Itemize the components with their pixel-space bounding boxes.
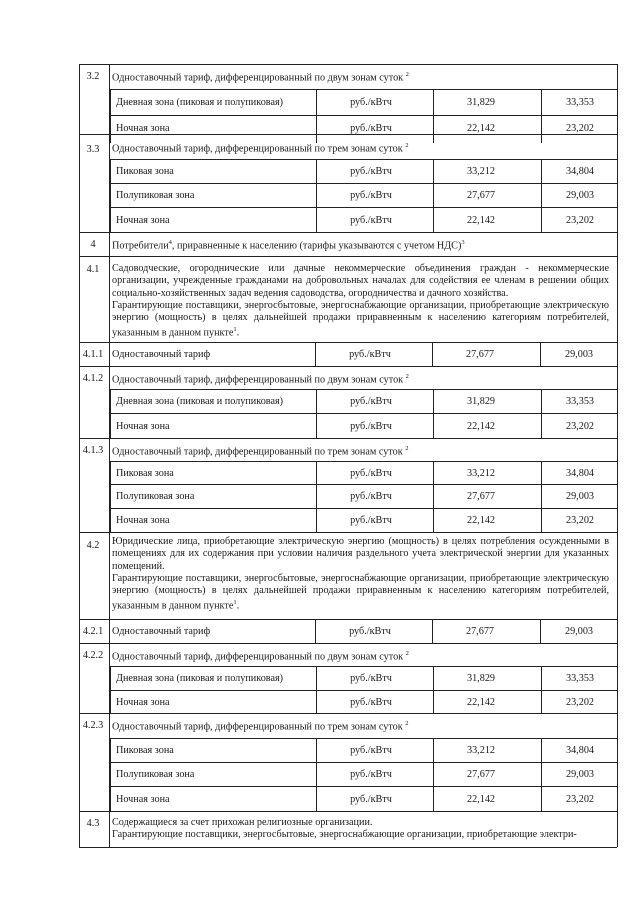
section-description: Содержащиеся за счет прихожан религиозные организации. Гарантирующие поставщики, энергосбытовые, энергоснабжающие организации, приобретающие электри- [112, 817, 577, 841]
unit: руб./кВтч [349, 626, 391, 637]
value-second-half: 23,202 [565, 421, 594, 432]
value-first-half: 22,142 [466, 515, 495, 526]
value-first-half: 22,142 [466, 421, 495, 432]
unit: руб./кВтч [350, 421, 392, 432]
section-number: 4.1.2 [82, 373, 104, 384]
section-4-2 [79, 532, 617, 619]
unit: руб./кВтч [350, 745, 392, 756]
section-title: Одноставочный тариф, дифференцированный по трем зонам суток $^2$ [112, 142, 409, 155]
zone-name: Ночная зона [116, 697, 170, 708]
section-4-1 [79, 256, 617, 342]
zone-name: Ночная зона [116, 515, 170, 526]
unit: руб./кВтч [350, 166, 392, 177]
section-number: 4.1 [86, 264, 100, 275]
value-first-half: 33,212 [466, 745, 495, 756]
value-first-half: 27,677 [465, 349, 494, 360]
section-3-2 [79, 64, 617, 142]
section-4-1-2 [79, 366, 617, 438]
section-number: 3.2 [86, 71, 100, 82]
tariff-row [110, 762, 617, 787]
section-4-1-3 [79, 438, 617, 532]
section-description: Садоводческие, огороднические или дачные некоммерческие объединения граждан - некоммерческие организации, учрежденные гражданами на добровольных началах для содействия ее членам в решении общих социально-хозяйственных задач ведения садоводства, огородничества и дачного хозяйства. Гарантирующие поставщики, энергосбытовые, энергоснабжающие организации, приобретающие электрическую энергию (мощность) в целях дальнейшей продажи приравненным к населению категориям потребителей, указанным в данном пункте$^1$. [112, 263, 609, 339]
section-title: Потребители$^4$, приравненные к населению (тарифы указываются с учетом НДС)$^3$ [112, 239, 465, 252]
value-first-half: 22,142 [466, 215, 495, 226]
section-title: Одноставочный тариф [112, 349, 211, 360]
value-second-half: 29,003 [564, 349, 593, 360]
unit: руб./кВтч [350, 215, 392, 226]
section-4-1-1 [79, 342, 617, 366]
value-first-half: 31,829 [466, 673, 495, 684]
section-number: 4 [90, 239, 96, 250]
value-second-half: 33,353 [565, 396, 594, 407]
value-first-half: 27,677 [466, 190, 495, 201]
zone-name: Пиковая зона [116, 166, 174, 177]
tariff-row [110, 159, 617, 184]
value-second-half: 23,202 [565, 215, 594, 226]
unit: руб./кВтч [350, 396, 392, 407]
section-4-2-2 [79, 643, 617, 713]
tariff-row [110, 413, 617, 439]
unit: руб./кВтч [350, 123, 392, 134]
value-second-half: 34,804 [565, 745, 594, 756]
value-first-half: 33,212 [466, 166, 495, 177]
section-title: Одноставочный тариф, дифференцированный по трем зонам суток $^2$ [112, 720, 409, 733]
zone-name: Ночная зона [116, 421, 170, 432]
value-first-half: 27,677 [465, 626, 494, 637]
zone-name: Ночная зона [116, 215, 170, 226]
unit: руб./кВтч [350, 673, 392, 684]
value-first-half: 22,142 [466, 794, 495, 805]
value-first-half: 31,829 [466, 97, 495, 108]
zone-name: Ночная зона [116, 794, 170, 805]
section-number: 4.2.1 [82, 626, 104, 637]
value-first-half: 27,677 [466, 491, 495, 502]
value-second-half: 23,202 [565, 794, 594, 805]
value-second-half: 23,202 [565, 697, 594, 708]
unit: руб./кВтч [350, 697, 392, 708]
value-second-half: 33,353 [565, 97, 594, 108]
section-title: Одноставочный тариф [112, 626, 211, 637]
zone-name: Пиковая зона [116, 745, 174, 756]
zone-name: Пиковая зона [116, 468, 174, 479]
section-title: Одноставочный тариф, дифференцированный по трем зонам суток $^2$ [112, 445, 409, 458]
section-4-2-3 [79, 713, 617, 811]
zone-name: Ночная зона [116, 123, 170, 134]
value-second-half: 29,003 [565, 769, 594, 780]
unit: руб./кВтч [350, 468, 392, 479]
tariff-row [110, 508, 617, 533]
value-second-half: 34,804 [565, 468, 594, 479]
zone-name: Дневная зона (пиковая и полупиковая) [116, 673, 284, 684]
section-number: 4.1.1 [82, 349, 104, 360]
tariff-row [110, 89, 617, 116]
tariff-row [110, 389, 617, 414]
value-first-half: 22,142 [466, 697, 495, 708]
unit: руб./кВтч [350, 794, 392, 805]
table-bottom-border [79, 847, 617, 848]
table-right-border [617, 64, 618, 847]
section-number: 4.3 [86, 818, 100, 829]
section-number: 4.2 [86, 540, 100, 551]
section-4-2-1 [79, 619, 617, 643]
value-second-half: 33,353 [565, 673, 594, 684]
value-first-half: 33,212 [466, 468, 495, 479]
unit: руб./кВтч [350, 97, 392, 108]
tariff-row [110, 786, 617, 812]
zone-name: Полупиковая зона [116, 491, 195, 502]
section-number: 4.1.3 [82, 445, 104, 456]
zone-name: Дневная зона (пиковая и полупиковая) [116, 396, 284, 407]
value-second-half: 23,202 [565, 515, 594, 526]
unit: руб./кВтч [350, 491, 392, 502]
section-4-3 [79, 811, 617, 847]
tariff-row [110, 461, 617, 485]
zone-name: Полупиковая зона [116, 769, 195, 780]
value-first-half: 22,142 [466, 123, 495, 134]
section-title: Одноставочный тариф, дифференцированный по двум зонам суток $^2$ [112, 71, 409, 84]
section-number: 3.3 [86, 144, 100, 155]
section-description: Юридические лица, приобретающие электрическую энергию (мощность) в целях потребления осужденными в помещениях для их содержания при условии наличия раздельного учета электрической энергии для указанных помещений. Гарантирующие поставщики, энергосбытовые, энергоснабжающие организации, приобретающие электрическую энергию (мощность) в целях дальнейшей продажи приравненным к населению категориям потребителей, указанным в данном пункте$^1$. [112, 536, 609, 612]
value-second-half: 29,003 [564, 626, 593, 637]
value-second-half: 29,003 [565, 491, 594, 502]
value-first-half: 31,829 [466, 396, 495, 407]
tariff-row [110, 183, 617, 208]
unit: руб./кВтч [349, 349, 391, 360]
zone-name: Дневная зона (пиковая и полупиковая) [116, 97, 284, 108]
unit: руб./кВтч [350, 515, 392, 526]
section-number: 4.2.3 [82, 720, 104, 731]
value-first-half: 27,677 [466, 769, 495, 780]
section-title: Одноставочный тариф, дифференцированный по двум зонам суток $^2$ [112, 650, 409, 663]
unit: руб./кВтч [350, 190, 392, 201]
zone-name: Полупиковая зона [116, 190, 195, 201]
section-4 [79, 232, 617, 256]
unit: руб./кВтч [350, 769, 392, 780]
tariff-row [110, 666, 617, 691]
tariff-row [110, 207, 617, 233]
value-second-half: 23,202 [565, 123, 594, 134]
section-3-3 [79, 134, 617, 232]
value-second-half: 34,804 [565, 166, 594, 177]
value-second-half: 29,003 [565, 190, 594, 201]
tariff-row [110, 690, 617, 714]
section-number: 4.2.2 [82, 650, 104, 661]
section-title: Одноставочный тариф, дифференцированный по двум зонам суток $^2$ [112, 373, 409, 386]
tariff-row [110, 738, 617, 763]
tariff-row [110, 484, 617, 509]
